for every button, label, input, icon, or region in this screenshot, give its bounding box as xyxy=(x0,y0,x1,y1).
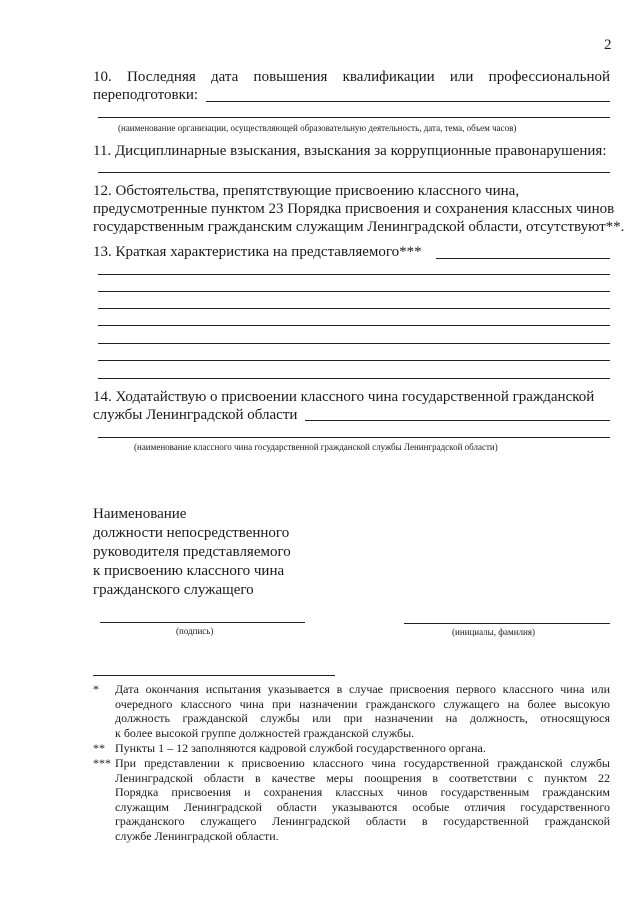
item13-fill-line-0[interactable] xyxy=(436,258,610,259)
item13-fill-line-4[interactable] xyxy=(98,325,610,326)
footnote-3-line-2: Ленинградской области в качестве меры поощрения в соответствии с пунктом 22 xyxy=(115,770,610,785)
footnote-3-line-1: При представлении к присвоению классного чина государственной гражданской службы xyxy=(115,756,610,770)
position-title-block xyxy=(93,505,291,600)
footnote-1-line-2: очередного классного чина при назначении гражданского служащего на более высокую xyxy=(115,696,610,711)
item11-fill-line[interactable] xyxy=(98,172,610,173)
item14-caption: (наименование классного чина государственной гражданской службы Ленинградской области) xyxy=(134,442,498,452)
page-number: 2 xyxy=(604,37,612,53)
item13-fill-line-2[interactable] xyxy=(98,291,610,292)
item13-text: 13. Краткая характеристика на представляемого*** xyxy=(93,244,422,260)
position-line-2: должности непосредственного xyxy=(93,525,290,541)
position-line-4: к присвоению классного чина xyxy=(93,563,285,579)
item13-fill-line-5[interactable] xyxy=(98,343,610,344)
footnote-separator xyxy=(93,675,335,676)
footnote-1-marker: * xyxy=(93,682,99,696)
item13-fill-line-1[interactable] xyxy=(98,274,610,275)
footnote-1-text xyxy=(115,682,610,740)
position-line-5: гражданского служащего xyxy=(93,582,254,598)
item10-fill-line-2[interactable] xyxy=(98,117,610,118)
footnote-3-line-4: служащим Ленинградской области указываются особые отличия государственного xyxy=(115,799,610,814)
item13-fill-line-3[interactable] xyxy=(98,308,610,309)
footnote-2-marker: ** xyxy=(93,741,105,755)
signature-line[interactable] xyxy=(100,622,305,623)
item10-line1: 10. Последняя дата повышения квалификации или профессиональной xyxy=(93,69,610,85)
footnote-3-line-5: гражданского служащего Ленинградской области в государственной гражданской xyxy=(115,814,610,829)
item14-fill-line-2[interactable] xyxy=(98,437,610,438)
footnote-3-line-3: Порядка присвоения и сохранения классных чинов государственным гражданским xyxy=(115,785,610,800)
item12-line3: государственным гражданским служащим Ленинградской области, отсутствуют**. xyxy=(93,219,625,235)
footnote-3-marker: *** xyxy=(93,756,111,770)
item14-line2: службы Ленинградской области xyxy=(93,407,298,423)
item14-fill-line-1[interactable] xyxy=(305,420,610,421)
item12-line1: 12. Обстоятельства, препятствующие присвоению классного чина, xyxy=(93,183,520,199)
item10-line2-label: переподготовки: xyxy=(93,87,199,103)
name-line[interactable] xyxy=(404,623,610,624)
name-caption: (инициалы, фамилия) xyxy=(452,627,535,637)
item14-line1: 14. Ходатайствую о присвоении классного чина государственной гражданской xyxy=(93,389,595,405)
item13-fill-line-7[interactable] xyxy=(98,378,610,379)
footnote-3-text xyxy=(115,756,610,844)
item12-line2: предусмотренные пунктом 23 Порядка присвоения и сохранения классных чинов xyxy=(93,201,615,217)
position-line-3: руководителя представляемого xyxy=(93,544,291,560)
footnote-3-line-6: службе Ленинградской области. xyxy=(115,828,279,843)
item11-text: 11. Дисциплинарные взыскания, взыскания за коррупционные правонарушения: xyxy=(93,143,607,159)
item10-fill-line-1[interactable] xyxy=(206,101,610,102)
position-line-1: Наименование xyxy=(93,506,187,522)
footnote-1-line-1: Дата окончания испытания указывается в случае присвоения первого классного чина или xyxy=(115,682,610,696)
footnote-1-line-3: должность гражданской службы или при назначении на должность, относящуюся xyxy=(115,711,610,726)
footnote-1-line-4: к более высокой группе должностей гражданской службы. xyxy=(115,725,415,740)
item13-fill-line-6[interactable] xyxy=(98,360,610,361)
item10-caption: (наименование организации, осуществляющей образовательную деятельность, дата, тема, объем часов) xyxy=(118,123,517,133)
signature-caption: (подпись) xyxy=(176,626,214,636)
footnote-2-line-1: Пункты 1 – 12 заполняются кадровой службой государственного органа. xyxy=(115,741,486,755)
